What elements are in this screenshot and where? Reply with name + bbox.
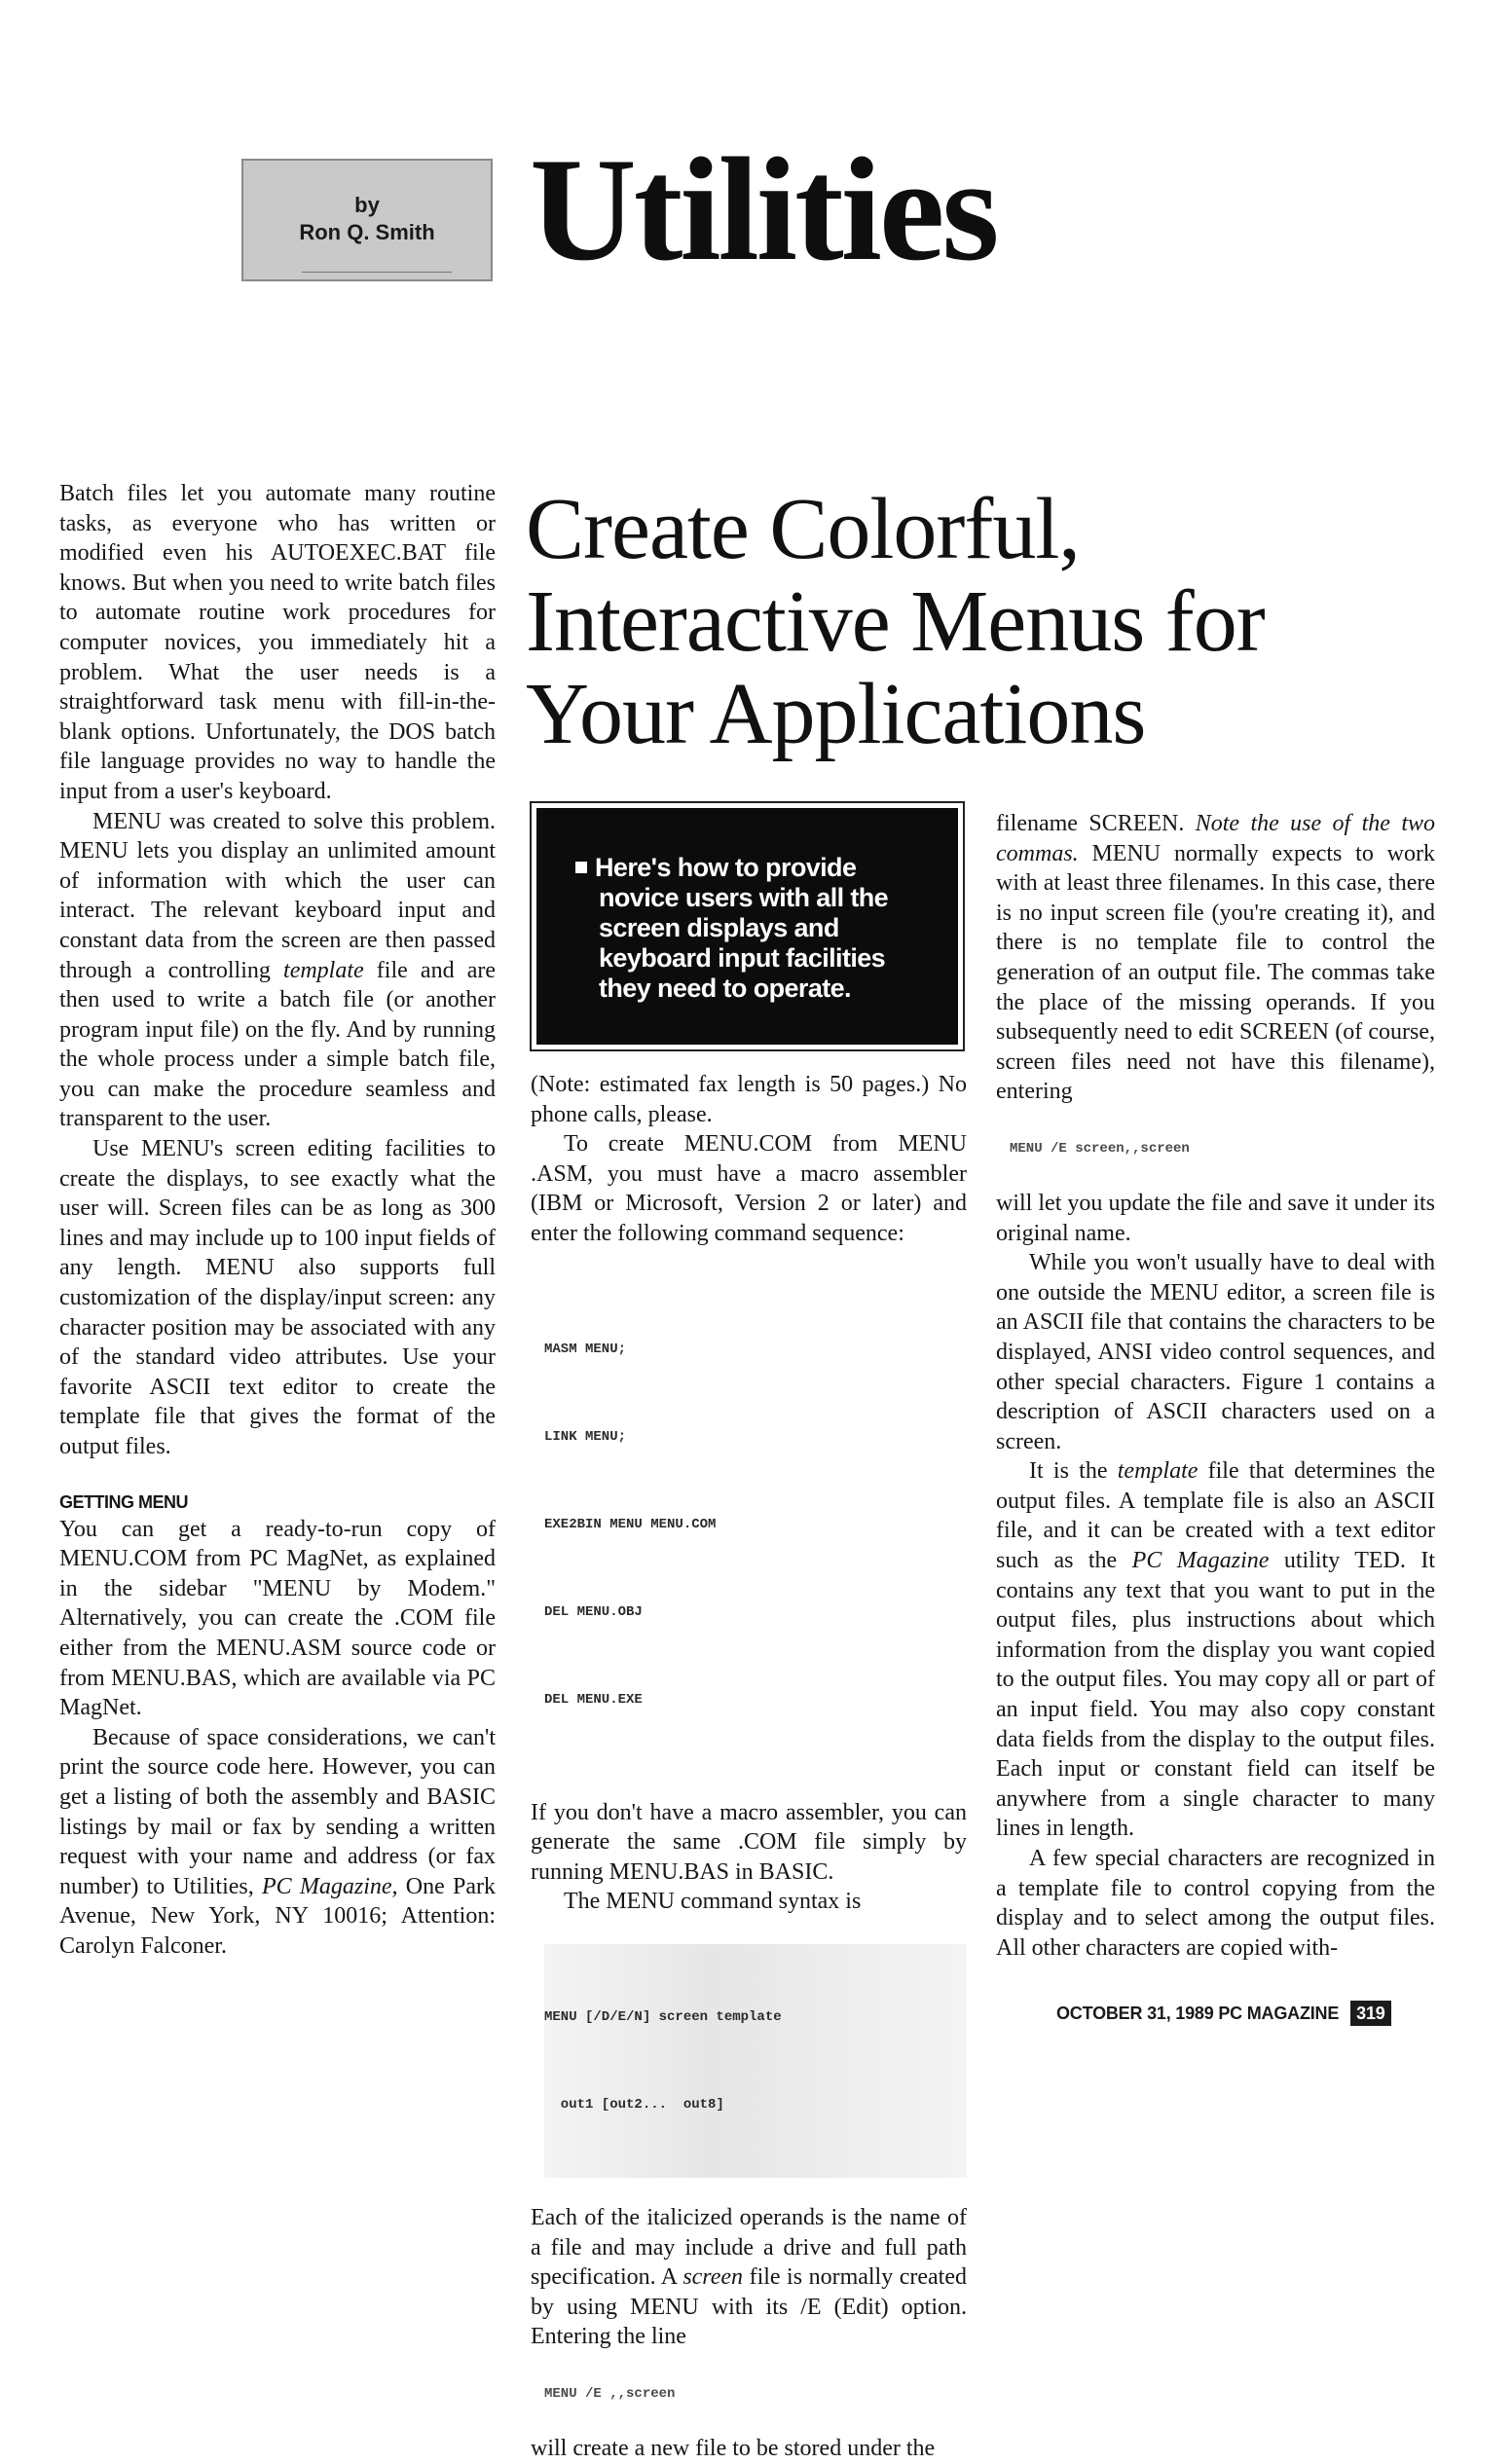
col3-paragraph-4 <box>996 1456 1435 1844</box>
code-line: DEL MENU.EXE <box>544 1691 643 1708</box>
col3-paragraph-1 <box>996 809 1435 1107</box>
col3-p1-text-a: filename SCREEN. <box>996 811 1196 836</box>
col1-paragraph-2 <box>59 807 496 1135</box>
code-line: MENU /E screen,,screen <box>1010 1140 1190 1157</box>
code-line: LINK MENU; <box>544 1428 627 1445</box>
code-line: MENU [/D/E/N] screen template <box>544 2008 782 2025</box>
page-footer <box>1056 2001 1391 2026</box>
col1-p5-italic: PC Magazine, <box>262 1873 398 1899</box>
text-column-3 <box>996 809 1435 1963</box>
headline-line-2: Interactive Menus for <box>526 573 1265 670</box>
headline-line-3: Your Applications <box>526 666 1146 762</box>
col3-p4-text-b: file that determines the output files. A template file is also an ASCII file, and it can be created with a text editor such as the <box>996 1458 1435 1574</box>
callout-inner <box>536 808 958 1045</box>
col2-paragraph-1: (Note: estimated fax length is 50 pages.) No phone calls, please. <box>531 1072 967 1127</box>
col3-p1-italic: Note the use of the two commas. <box>996 811 1435 866</box>
col1-p2-text-a: MENU was created to solve this problem. MENU lets you display an unlimited amount of information with which the user can interact. The relevant keyboard input and constant data from the screen are then passed through a controlling <box>59 808 496 983</box>
code-block-build <box>544 1276 967 1773</box>
col1-p5-text-a: Because of space considerations, we can't print the source code here. However, you can get a listing of both the assembly and BASIC listings by mail or fax by sending a written request with your name and address (or fax number) to Utilities, <box>59 1724 496 1899</box>
col2-paragraph-4: The MENU command syntax is <box>564 1889 862 1915</box>
page-number: 319 <box>1350 2001 1390 2026</box>
col3-p4-italic: template <box>1117 1458 1199 1485</box>
col3-paragraph-3: While you won't usually have to deal with one outside the MENU editor, a screen file is an ASCII file that contains the characters to be displayed, ANSI video control sequences, and other special characters. Figure 1 contains a description of ASCII characters used on a screen. <box>996 1250 1435 1454</box>
section-title: Utilities <box>530 128 997 291</box>
subhead-getting-menu: GETTING MENU <box>59 1491 188 1512</box>
col2-paragraph-6: will create a new file to be stored under the <box>531 2435 936 2461</box>
col1-p5-text-b: One Park Avenue, New York, NY 10016; Attention: Carolyn Falconer. <box>59 1873 496 1959</box>
col2-p5-italic: screen <box>682 2264 744 2291</box>
byline-author: Ron Q. Smith <box>299 220 435 244</box>
text-column-1 <box>59 479 496 1962</box>
code-block-update <box>1010 1134 1435 1163</box>
byline-by: by <box>354 193 380 217</box>
col2-p5-text-a: Each of the italicized operands is the name of a file and may include a drive and full path specification. A <box>531 2204 967 2291</box>
callout-box <box>530 801 965 1051</box>
callout-text: Here's how to provide novice users with all the screen displays and keyboard input facilities they need to operate. <box>595 853 889 1003</box>
col2-p5-text-b: file is normally created by using MENU with its /E (Edit) option. Entering the line <box>531 2264 967 2350</box>
text-column-2 <box>531 1070 967 2464</box>
col1-paragraph-1: Batch files let you automate many routine tasks, as everyone who has written or modified even his AUTOEXEC.BAT file knows. But when you need to write batch files to automate routine work procedures for computer novices, you immediately hit a problem. What the user needs is a straightforward task menu with fill-in-the-blank options. Unfortunately, the DOS batch file language provides no way to handle the input from a user's keyboard. <box>59 481 496 804</box>
code-line: EXE2BIN MENU MENU.COM <box>544 1516 717 1532</box>
col2-paragraph-3: If you don't have a macro assembler, you can generate the same .COM file simply by running MENU.BAS in BASIC. <box>531 1799 967 1885</box>
headline-line-1: Create Colorful, <box>526 481 1080 577</box>
code-line: MENU /E ,,screen <box>544 2385 676 2402</box>
code-block-edit <box>544 2379 967 2409</box>
col2-paragraph-2: To create MENU.COM from MENU .ASM, you must have a macro assembler (IBM or Microsoft, Version 2 or later) and enter the following command sequence: <box>531 1131 967 1246</box>
col1-p2-italic: template <box>283 957 364 983</box>
code-line: DEL MENU.OBJ <box>544 1603 643 1620</box>
col3-paragraph-5: A few special characters are recognized in a template file to control copying from the display and to select among the output files. All other characters are copied with- <box>996 1846 1435 1961</box>
col1-paragraph-4: You can get a ready-to-run copy of MENU.COM from PC MagNet, as explained in the sidebar "MENU by Modem." Alternatively, you can create the .COM file either from the MENU.ASM source code or from MENU.BAS, which are available via PC MagNet. <box>59 1516 496 1721</box>
col3-p4-text-a: It is the <box>1029 1458 1118 1485</box>
col3-paragraph-2: will let you update the file and save it under its original name. <box>996 1190 1435 1246</box>
code-line: out1 [out2... out8] <box>544 2096 724 2113</box>
callout-text-wrap <box>575 853 939 1004</box>
col3-p4-italic-2: PC Magazine <box>1131 1548 1270 1574</box>
col3-p4-text-c: utility TED. It contains any text that you want to put in the output files, plus instructions about which information from the display you want copied to the output files. You may copy all or part of an input field. You may also copy constant data fields from the display to the output files. Each input or constant field can itself be anywhere from a single character to many lines in length. <box>996 1548 1436 1842</box>
col2-paragraph-5 <box>531 2203 967 2352</box>
byline-box <box>241 159 493 281</box>
code-block-syntax <box>544 1944 967 2178</box>
col1-p2-text-b: file and are then used to write a batch file (or another program input file) on the fly. And by running the whole process under a simple batch file, you can make the procedure seamless and transparent to the user. <box>59 957 496 1132</box>
code-line: MASM MENU; <box>544 1341 627 1357</box>
col1-paragraph-3: Use MENU's screen editing facilities to create the displays, to see exactly what the user will. Screen files can be as long as 300 lines and may include up to 100 input fields of any length. MENU also supports full customization of the display/input screen: any character position may be associated with any of the standard video attributes. Use your favorite ASCII text editor to create the template file that gives the format of the output files. <box>59 1136 496 1459</box>
col3-p1-text-b: MENU normally expects to work with at least three filenames. In this case, there is no input screen file (you're creating it), and there is no template file to control the generation of an output file. The commas take the place of the missing operands. If you subsequently need to edit SCREEN (of course, screen files need not have this filename), entering <box>996 840 1435 1105</box>
article-headline <box>526 483 1460 760</box>
byline-rule <box>302 272 452 273</box>
square-bullet-icon <box>575 862 587 873</box>
footer-dateline: OCTOBER 31, 1989 PC MAGAZINE <box>1056 2004 1340 2023</box>
col1-paragraph-5 <box>59 1723 496 1962</box>
